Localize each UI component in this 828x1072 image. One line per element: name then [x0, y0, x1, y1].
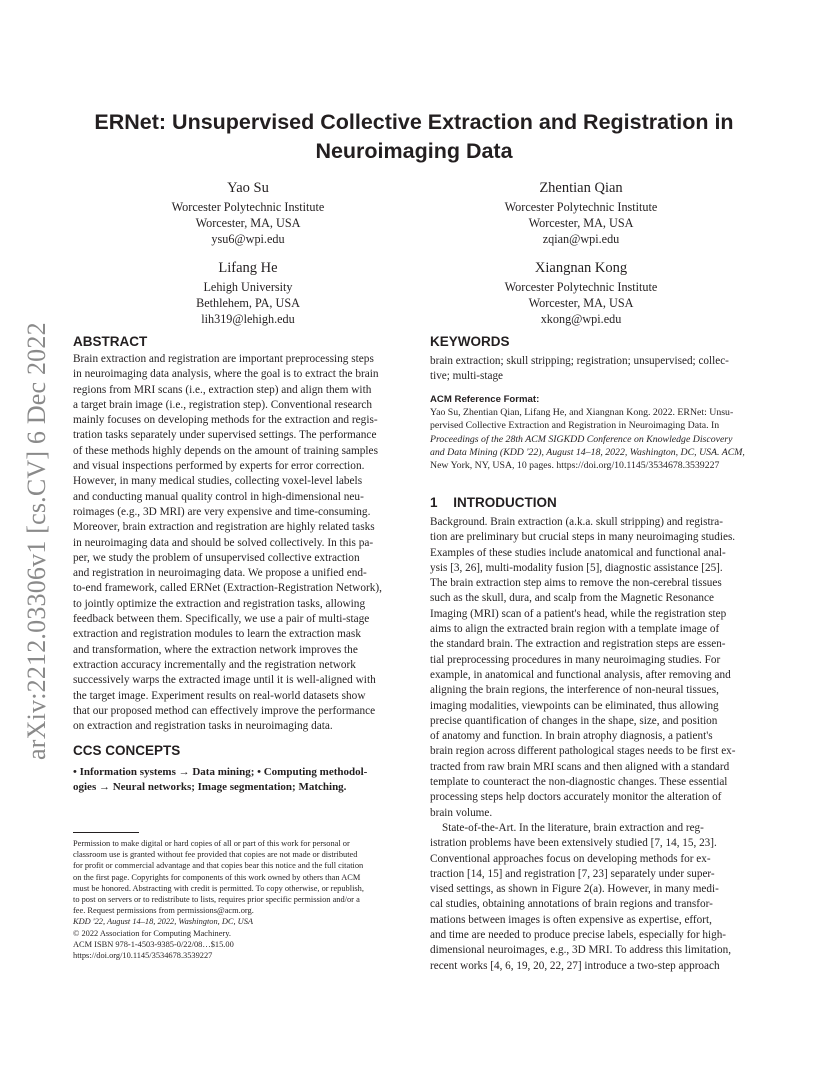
- acm-ref-heading: ACM Reference Format:: [430, 394, 540, 405]
- footnote-line: classroom use is granted without fee provided that copies are not made or distributed: [73, 850, 358, 860]
- intro-line: The brain extraction step aims to remove the non-cerebral tissues: [430, 577, 722, 590]
- section-number: 1: [430, 495, 438, 510]
- intro-line: ysis [3, 26], multi-modality fusion [5], diagnostic assistance [25].: [430, 561, 723, 574]
- section-heading-introduction: [430, 495, 557, 510]
- intro-line: Imaging (MRI) scan of a patient's head, while the registration step: [430, 607, 727, 620]
- author-affiliation: Lehigh University: [203, 280, 293, 294]
- intro-line: precise quantification of changes in the shape, size, and position: [430, 714, 718, 727]
- intro-line: State-of-the-Art. In the literature, brain extraction and reg-: [442, 821, 704, 834]
- keywords-body: [430, 354, 758, 385]
- intro-line: template to counteract the non-diagnostic changes. These essential: [430, 776, 728, 789]
- acm-ref-line: Yao Su, Zhentian Qian, Lifang He, and Xiangnan Kong. 2022. ERNet: Unsu-: [430, 407, 734, 418]
- paper-title: [60, 108, 768, 166]
- abstract-line: of these methods highly depends on the amount of training samples: [73, 444, 378, 457]
- intro-line: such as the skull, dura, and scalp from the Magnetic Resonance: [430, 592, 714, 605]
- abstract-line: in neuroimaging data analysis, where the goal is to extract the brain: [73, 368, 379, 381]
- author-email: xkong@wpi.edu: [540, 312, 622, 326]
- intro-line: brain region across different pathological stages needs to be first ex-: [430, 745, 736, 758]
- author-block: [431, 258, 731, 327]
- footnote-rule: [73, 832, 139, 833]
- author-affiliation: Worcester Polytechnic Institute: [504, 280, 658, 294]
- footnote-line: to post on servers or to redistribute to lists, requires prior specific permission and/or a: [73, 895, 360, 905]
- intro-line: and time are needed to produce precise labels, especially for high-: [430, 929, 727, 942]
- abstract-body: [73, 352, 399, 734]
- abstract-line: Brain extraction and registration are important preprocessing steps: [73, 353, 374, 365]
- abstract-line: roimages (e.g., 3D MRI) are very expensive and time-consuming.: [73, 505, 371, 518]
- author-name: Xiangnan Kong: [534, 260, 628, 276]
- footnote-line: https://doi.org/10.1145/3534678.3539227: [73, 951, 213, 961]
- author-location: Worcester, MA, USA: [528, 296, 634, 310]
- intro-line: tial preprocessing procedures in many neuroimaging studies. For: [430, 653, 721, 666]
- footnote-line: KDD '22, August 14–18, 2022, Washington, DC, USA: [73, 917, 254, 927]
- footnote-line: © 2022 Association for Computing Machinery.: [73, 928, 231, 938]
- intro-line: istration problems have been extensively studied [7, 14, 15, 23].: [430, 837, 717, 850]
- intro-line: processing steps help doctors accurately monitor the alteration of: [430, 791, 722, 804]
- acm-ref-line: Proceedings of the 28th ACM SIGKDD Conference on Knowledge Discovery: [430, 433, 733, 445]
- ccs-body: [73, 765, 403, 796]
- author-block: [98, 258, 398, 327]
- intro-line: imaging modalities, viewpoints can be eliminated, thus allowing: [430, 699, 719, 712]
- title-line: Neuroimaging Data: [315, 139, 513, 163]
- abstract-line: Moreover, brain extraction and registration are highly related tasks: [73, 521, 375, 534]
- abstract-line: tration tasks separately under supervised settings. The performance: [73, 429, 377, 442]
- author-affiliation: Worcester Polytechnic Institute: [504, 200, 658, 214]
- copyright-footnote: [73, 838, 403, 961]
- intro-line: dimensional neuroimages, e.g., 3D MRI. To address this limitation,: [430, 944, 732, 957]
- intro-line: Background. Brain extraction (a.k.a. skull stripping) and registra-: [430, 516, 723, 528]
- keywords-heading: KEYWORDS: [430, 334, 510, 349]
- intro-line: the standard brain. The extraction and registration steps are essen-: [430, 638, 726, 651]
- author-email: ysu6@wpi.edu: [211, 232, 285, 246]
- acm-ref-line: and Data Mining (KDD '22), August 14–18, 2022, Washington, DC, USA. ACM,: [430, 446, 745, 458]
- author-location: Worcester, MA, USA: [195, 216, 301, 230]
- arxiv-stamp-text: arXiv:2212.03306v1 [cs.CV] 6 Dec 2022: [22, 322, 51, 760]
- abstract-line: on extraction and registration tasks in neuroimaging data.: [73, 720, 333, 733]
- author-block: [98, 178, 398, 247]
- intro-line: Examples of these studies include anatomical and functional anal-: [430, 546, 726, 559]
- abstract-line: and conducting manual quality control in high-dimensional neu-: [73, 490, 364, 503]
- abstract-line: extraction and registration modules to learn the extraction mask: [73, 628, 361, 641]
- intro-line: aims to align the extracted brain region with a template image of: [430, 623, 720, 636]
- abstract-line: that our proposed method can effectively improve the performance: [73, 704, 376, 717]
- intro-line: of anatomy and function. In brain atrophy diagnosis, a patient's: [430, 730, 713, 743]
- abstract-line: and registration in neuroimaging data. We propose a unified end-: [73, 567, 367, 580]
- author-block: [431, 178, 731, 247]
- author-name: Lifang He: [218, 260, 278, 276]
- intro-line: tracted from raw brain MRI scans and then aligned with a standard: [430, 760, 730, 773]
- keywords-line: brain extraction; skull stripping; registration; unsupervised; collec-: [430, 355, 729, 367]
- ccs-line: ogies → Neural networks; Image segmentation; Matching.: [73, 781, 347, 794]
- abstract-line: extraction accuracy incrementally and the registration network: [73, 658, 356, 671]
- intro-line: brain volume.: [430, 806, 493, 819]
- author-affiliation: Worcester Polytechnic Institute: [171, 200, 325, 214]
- abstract-line: to jointly optimize the extraction and registration tasks, allowing: [73, 597, 366, 610]
- acm-ref-line: pervised Collective Extraction and Registration in Neuroimaging Data. In: [430, 420, 720, 432]
- intro-line: mations between images is often expensive as expertise, effort,: [430, 913, 712, 926]
- abstract-line: to-end framework, called ERNet (Extraction-Registration Network),: [73, 582, 382, 595]
- intro-line: example, in anatomical and functional analysis, after removing and: [430, 668, 731, 681]
- footnote-line: for profit or commercial advantage and that copies bear this notice and the full citation: [73, 861, 364, 871]
- footnote-line: must be honored. Abstracting with credit is permitted. To copy otherwise, or republish,: [73, 883, 364, 893]
- abstract-line: and transformation, where the extraction network improves the: [73, 643, 358, 656]
- abstract-line: regions from MRI scans (i.e., extraction step) and align them with: [73, 383, 372, 396]
- arxiv-stamp: [18, 290, 54, 760]
- acm-ref-line: New York, NY, USA, 10 pages. https://doi.org/10.1145/3534678.3539227: [430, 460, 720, 472]
- footnote-line: ACM ISBN 978-1-4503-9385-0/22/08…$15.00: [73, 939, 234, 949]
- intro-line: aligning the brain regions, the interference of non-neural tissues,: [430, 684, 719, 697]
- acm-ref-body: [430, 406, 760, 472]
- keywords-line: tive; multi-stage: [430, 370, 504, 383]
- introduction-body: [430, 515, 760, 974]
- abstract-line: and visual inspections performed by experts for error correction.: [73, 460, 365, 473]
- author-name: Zhentian Qian: [539, 180, 623, 196]
- author-email: zqian@wpi.edu: [542, 232, 620, 246]
- abstract-line: successively warps the extracted image until it is well-aligned with: [73, 674, 376, 687]
- intro-line: traction [14, 15] and registration [7, 23] separately under super-: [430, 867, 715, 880]
- author-location: Worcester, MA, USA: [528, 216, 634, 230]
- author-email: lih319@lehigh.edu: [201, 312, 295, 326]
- intro-line: tion are preliminary but crucial steps in many neuroimaging studies.: [430, 531, 736, 544]
- abstract-line: feedback between them. Specifically, we use a pair of multi-stage: [73, 613, 370, 626]
- abstract-line: mainly focuses on developing methods for the extraction and regis-: [73, 414, 378, 427]
- author-location: Bethlehem, PA, USA: [196, 296, 300, 310]
- abstract-line: However, in many medical studies, collecting voxel-level labels: [73, 475, 363, 488]
- footnote-line: on the first page. Copyrights for components of this work owned by others than ACM: [73, 872, 361, 882]
- abstract-line: the target image. Experiment results on real-world datasets show: [73, 689, 366, 702]
- title-line: ERNet: Unsupervised Collective Extraction and Registration in: [94, 110, 734, 134]
- footnote-line: fee. Request permissions from permissions@acm.org.: [73, 906, 254, 916]
- intro-line: cal studies, obtaining annotations of brain regions and transfor-: [430, 898, 713, 911]
- ccs-line: • Information systems → Data mining; • Computing methodol-: [73, 766, 368, 778]
- intro-line: vised settings, as shown in Figure 2(a). However, in many medi-: [430, 883, 719, 896]
- abstract-heading: ABSTRACT: [73, 334, 148, 349]
- abstract-line: a target brain image (i.e., registration step). Conventional research: [73, 398, 373, 411]
- intro-line: recent works [4, 6, 19, 20, 22, 27] introduce a two-step approach: [430, 959, 720, 972]
- intro-line: Conventional approaches focus on developing methods for ex-: [430, 852, 711, 865]
- abstract-line: in neuroimaging data and should be solved collectively. In this pa-: [73, 536, 374, 549]
- footnote-line: Permission to make digital or hard copies of all or part of this work for personal or: [73, 839, 350, 848]
- section-title: INTRODUCTION: [453, 495, 557, 510]
- abstract-line: per, we study the problem of unsupervised collective extraction: [73, 551, 360, 564]
- author-name: Yao Su: [227, 180, 269, 196]
- ccs-heading: CCS CONCEPTS: [73, 743, 181, 758]
